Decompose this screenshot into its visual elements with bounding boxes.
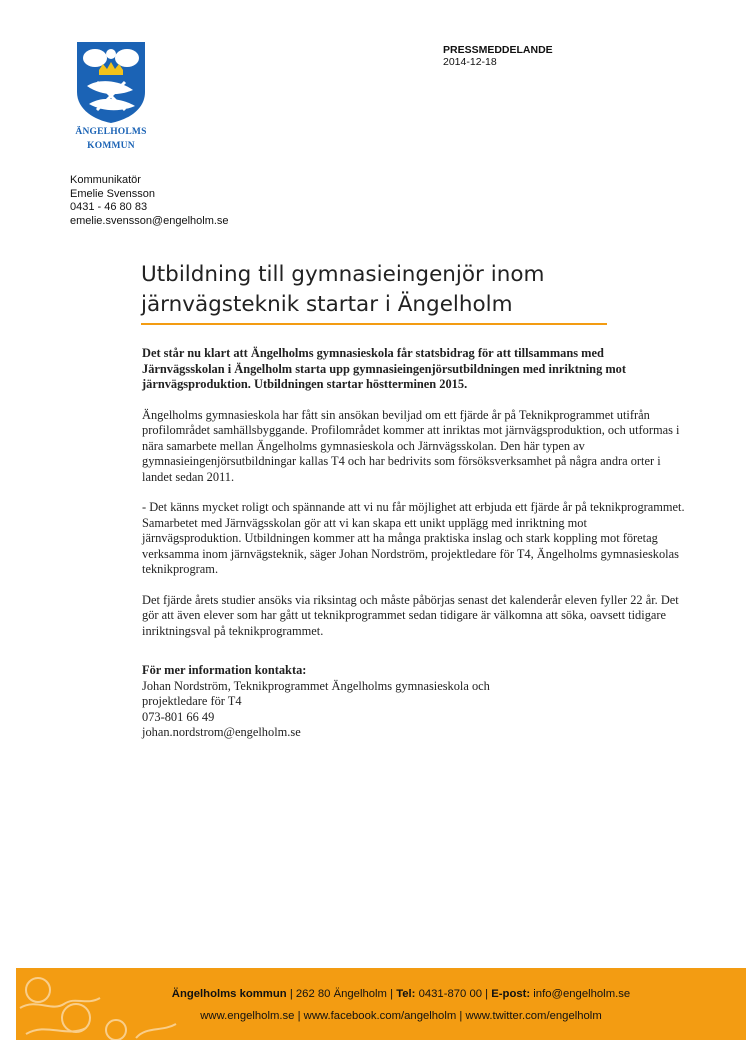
lead-paragraph: Det står nu klart att Ängelholms gymnasieskola får statsbidrag för att tillsammans med Järnvägsskolan i Ängelholm starta upp gymnasieingenjörsutbildningen med inriktning mot järnvägsproduktion. Utbildningen startar höstterminen 2015. <box>142 346 627 391</box>
footer-email-label: E-post: <box>491 988 531 1000</box>
footer-line1 <box>56 988 746 1000</box>
release-date: 2014-12-18 <box>443 56 497 68</box>
title-divider <box>141 323 607 325</box>
footer-sep: | <box>390 988 394 1000</box>
press-release-header <box>443 44 553 68</box>
more-info-email[interactable]: johan.nordstrom@engelholm.se <box>142 725 301 739</box>
footer-sep: | <box>297 1010 301 1022</box>
title-line1: Utbildning till gymnasieingenjör inom <box>141 262 545 287</box>
paragraph-1: Ängelholms gymnasieskola har fått sin ansökan beviljad om ett fjärde år på Teknikprogrammet utifrån profilområdet samhällsbyggande. Profilområdet kommer att inriktas mot järnvägsproduktion, och utformas i nära samarbete mellan Ängelholms gymnasieskola och Järnvägsskolan. Den här typen av gymnasieingenjörsutbildningar kallas T4 och har bedrivits som försöksverksamhet på några andra orter i landet sedan 2011. <box>142 407 680 484</box>
footer-tel: 0431-870 00 <box>418 988 483 1000</box>
municipality-logo <box>66 40 156 152</box>
footer-web-link[interactable]: www.engelholm.se <box>200 1010 295 1022</box>
footer-facebook-link[interactable]: www.facebook.com/angelholm <box>303 1010 457 1022</box>
doc-type: PRESSMEDDELANDE <box>443 44 553 56</box>
more-info-line1: Johan Nordström, Teknikprogrammet Ängelholms gymnasieskola och <box>142 678 490 693</box>
contact-name: Emelie Svensson <box>70 187 155 200</box>
footer-sep: | <box>459 1010 463 1022</box>
more-info-phone: 073-801 66 49 <box>142 709 215 724</box>
footer-email[interactable]: info@engelholm.se <box>533 988 631 1000</box>
paragraph-2: - Det känns mycket roligt och spännande att vi nu får möjlighet att erbjuda ett fjärde år på teknikprogrammet. Samarbetet med Järnvägsskolan gör att vi kan skapa ett unikt upplägg med inriktning mot järnvägsproduktion. Utbildningen kommer att ha många praktiska inslag och stark koppling mot företag verksamma inom järnvägsteknik, säger Johan Nordström, projektledare för T4, Ängelholms gymnasieskolas teknikprogram. <box>142 500 685 576</box>
logo-text-line1: ÄNGELHOLMS <box>75 127 147 137</box>
footer-line2 <box>56 1010 746 1022</box>
more-info-heading: För mer information kontakta: <box>142 663 307 677</box>
contact-email[interactable]: emelie.svensson@engelholm.se <box>70 214 229 227</box>
footer-address: 262 80 Ängelholm <box>295 988 387 1000</box>
more-info-line2: projektledare för T4 <box>142 694 242 708</box>
logo-text-line2: KOMMUN <box>87 141 135 151</box>
article-body <box>142 346 687 741</box>
contact-block <box>70 174 229 228</box>
angel-decoration-icon <box>16 968 196 1040</box>
footer-org: Ängelholms kommun <box>171 988 287 1000</box>
page-title <box>141 260 611 320</box>
footer-twitter-link[interactable]: www.twitter.com/engelholm <box>465 1010 602 1022</box>
contact-phone: 0431 - 46 80 83 <box>70 201 148 213</box>
more-info-block <box>142 663 687 741</box>
paragraph-3: Det fjärde årets studier ansöks via riksintag och måste påbörjas senast det kalenderår eleven fyller 22 år. Det gör att även elever som har gått ut teknikprogrammet sedan tidigare är välkomna att söka, oavsett tidigare inriktningsval på teknikprogrammet. <box>142 592 679 638</box>
footer-bar <box>16 968 746 1040</box>
footer-sep: | <box>289 988 293 1000</box>
contact-role: Kommunikatör <box>70 174 141 186</box>
coat-of-arms-icon <box>75 40 147 124</box>
title-line2: järnvägsteknik startar i Ängelholm <box>141 292 513 317</box>
footer-tel-label: Tel: <box>396 988 416 1000</box>
footer-sep: | <box>485 988 489 1000</box>
